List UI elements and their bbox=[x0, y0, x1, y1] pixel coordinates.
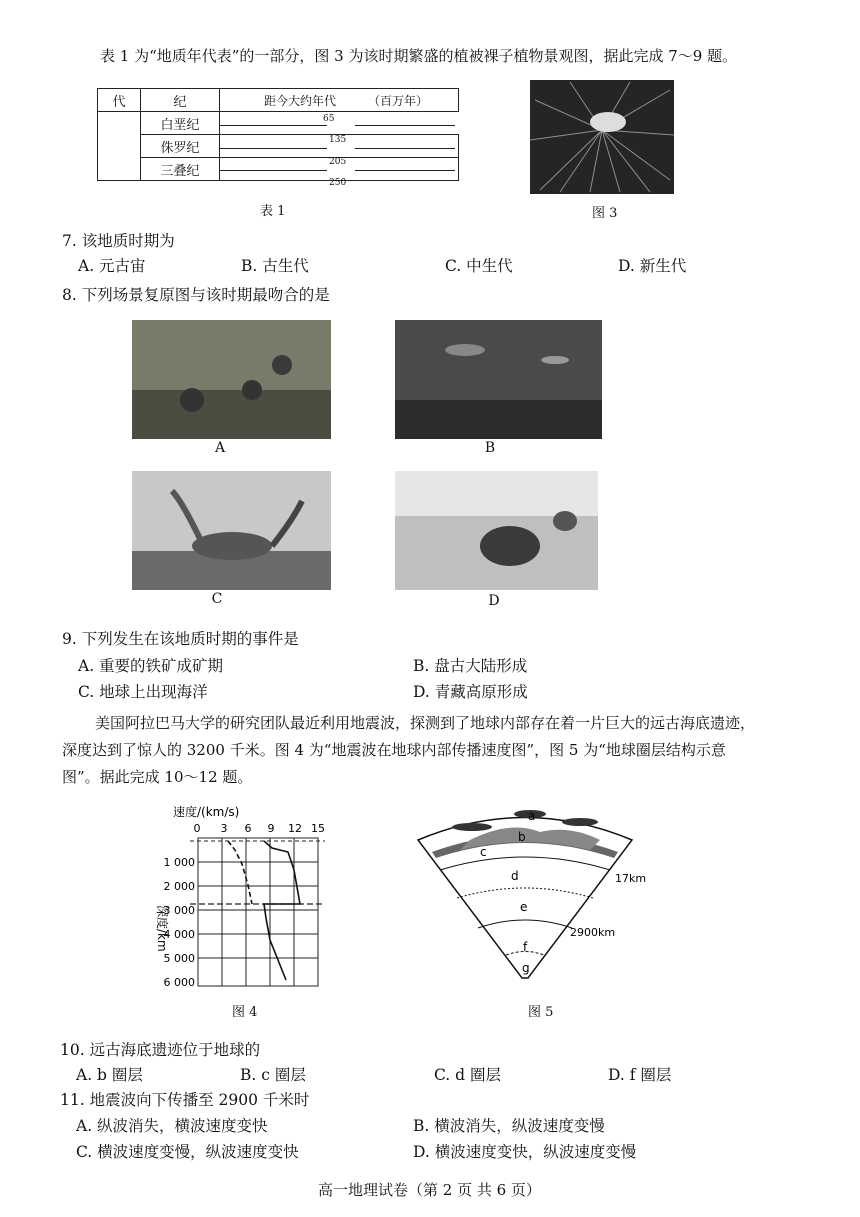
scene-d-label: D bbox=[488, 593, 500, 609]
table1-caption: 表 1 bbox=[260, 204, 286, 219]
q11-option-b[interactable]: B. 横波消失，纵波速度变慢 bbox=[413, 1117, 605, 1135]
scene-a-label: A bbox=[214, 440, 226, 456]
scene-b-label: B bbox=[484, 440, 496, 456]
q11-option-a[interactable]: A. 纵波消失，横波速度变快 bbox=[76, 1117, 268, 1135]
page-footer: 高一地理试卷（第 2 页 共 6 页） bbox=[318, 1181, 541, 1199]
year-250: 250 bbox=[329, 178, 347, 188]
q10-option-d[interactable]: D. f 圈层 bbox=[608, 1066, 672, 1084]
q10-stem: 10. 远古海底遗迹位于地球的 bbox=[60, 1041, 261, 1059]
q9-option-c[interactable]: C. 地球上出现海洋 bbox=[78, 683, 208, 701]
scene-b-image[interactable] bbox=[395, 320, 602, 439]
q9-option-d[interactable]: D. 青藏高原形成 bbox=[413, 683, 528, 701]
scene-c-label: C bbox=[211, 591, 223, 607]
q8-stem: 8. 下列场景复原图与该时期最吻合的是 bbox=[62, 286, 330, 304]
gymnosperm-photo bbox=[530, 80, 674, 194]
intro-text-2-line1: 美国阿拉巴马大学的研究团队最近利用地震波，探测到了地球内部存在着一片巨大的远古海底遗迹， bbox=[95, 714, 756, 732]
fig4-xticks bbox=[194, 822, 326, 835]
fig4-xlabel: 速度/(km/s) bbox=[173, 805, 240, 819]
fig5-depth-2900km: 2900km bbox=[570, 926, 616, 939]
q10-option-a[interactable]: A. b 圈层 bbox=[76, 1066, 143, 1084]
q7-option-b[interactable]: B. 古生代 bbox=[241, 257, 309, 275]
svg-text:15: 15 bbox=[311, 822, 325, 835]
q7-option-a[interactable]: A. 元古宙 bbox=[78, 257, 146, 275]
fig4-ylabel: 深度/km bbox=[155, 905, 169, 952]
q10-option-b[interactable]: B. c 圈层 bbox=[240, 1066, 306, 1084]
fig3-caption: 图 3 bbox=[592, 206, 618, 221]
q7-stem: 7. 该地质时期为 bbox=[62, 232, 175, 250]
q7-option-c[interactable]: C. 中生代 bbox=[445, 257, 513, 275]
svg-text:0: 0 bbox=[193, 822, 201, 835]
q11-stem: 11. 地震波向下传播至 2900 千米时 bbox=[60, 1091, 310, 1109]
intro-text-1: 表 1 为“地质年代表”的一部分，图 3 为该时期繁盛的植被裸子植物景观图，据此完成 7～9 题。 bbox=[100, 47, 738, 65]
svg-text:12: 12 bbox=[288, 822, 302, 835]
svg-text:3: 3 bbox=[220, 822, 228, 835]
q11-option-d[interactable]: D. 横波速度变快，纵波速度变慢 bbox=[413, 1143, 637, 1161]
scene-a-image[interactable] bbox=[132, 320, 331, 439]
svg-text:a: a bbox=[528, 809, 536, 823]
seismic-velocity-chart bbox=[140, 800, 340, 1000]
period-jurassic: 侏罗纪 bbox=[141, 135, 220, 158]
fig4-caption: 图 4 bbox=[232, 1005, 258, 1020]
header-era: 代 bbox=[98, 89, 141, 112]
scene-c-image[interactable] bbox=[132, 471, 331, 590]
svg-text:g: g bbox=[522, 961, 530, 975]
year-65: 65 bbox=[323, 114, 335, 124]
svg-text:d: d bbox=[511, 869, 519, 883]
intro-text-2-line2: 深度达到了惊人的 3200 千米。图 4 为“地震波在地球内部传播速度图”，图 5 为“地球圈层结构示意 bbox=[62, 741, 726, 759]
svg-text:c: c bbox=[480, 845, 487, 859]
q7-option-d[interactable]: D. 新生代 bbox=[618, 257, 687, 275]
svg-text:e: e bbox=[520, 900, 528, 914]
earth-layers-diagram bbox=[410, 800, 647, 990]
year-205: 205 bbox=[329, 157, 347, 167]
fig5-caption: 图 5 bbox=[528, 1005, 554, 1020]
header-age: 距今大约年代 bbox=[264, 94, 337, 108]
scene-d-image[interactable] bbox=[395, 471, 598, 590]
svg-text:b: b bbox=[518, 830, 526, 844]
q11-option-c[interactable]: C. 横波速度变慢，纵波速度变快 bbox=[76, 1143, 299, 1161]
svg-text:6: 6 bbox=[244, 822, 252, 835]
svg-text:4 000: 4 000 bbox=[163, 928, 195, 941]
svg-text:9: 9 bbox=[267, 822, 275, 835]
s-wave-curve bbox=[228, 841, 252, 904]
fig4-grid bbox=[198, 838, 318, 986]
intro-text-2-line3: 图”。据此完成 10～12 题。 bbox=[62, 768, 253, 786]
header-unit: （百万年） bbox=[368, 94, 429, 108]
fig5-depth-17km: 17km bbox=[615, 872, 647, 885]
period-cretaceous: 白垩纪 bbox=[141, 112, 220, 135]
svg-text:f: f bbox=[523, 940, 528, 954]
q9-option-b[interactable]: B. 盘古大陆形成 bbox=[413, 657, 528, 675]
svg-text:6 000: 6 000 bbox=[163, 976, 195, 989]
q9-stem: 9. 下列发生在该地质时期的事件是 bbox=[62, 630, 299, 648]
geologic-table bbox=[97, 88, 459, 188]
period-triassic: 三叠纪 bbox=[141, 158, 220, 181]
svg-text:3 000: 3 000 bbox=[163, 904, 195, 917]
svg-text:2 000: 2 000 bbox=[163, 880, 195, 893]
gymnosperm-image bbox=[530, 80, 674, 194]
header-period: 纪 bbox=[141, 89, 220, 112]
svg-text:1 000: 1 000 bbox=[163, 856, 195, 869]
year-135: 135 bbox=[329, 135, 347, 145]
q9-option-a[interactable]: A. 重要的铁矿成矿期 bbox=[78, 657, 224, 675]
svg-text:5 000: 5 000 bbox=[163, 952, 195, 965]
q10-option-c[interactable]: C. d 圈层 bbox=[434, 1066, 502, 1084]
